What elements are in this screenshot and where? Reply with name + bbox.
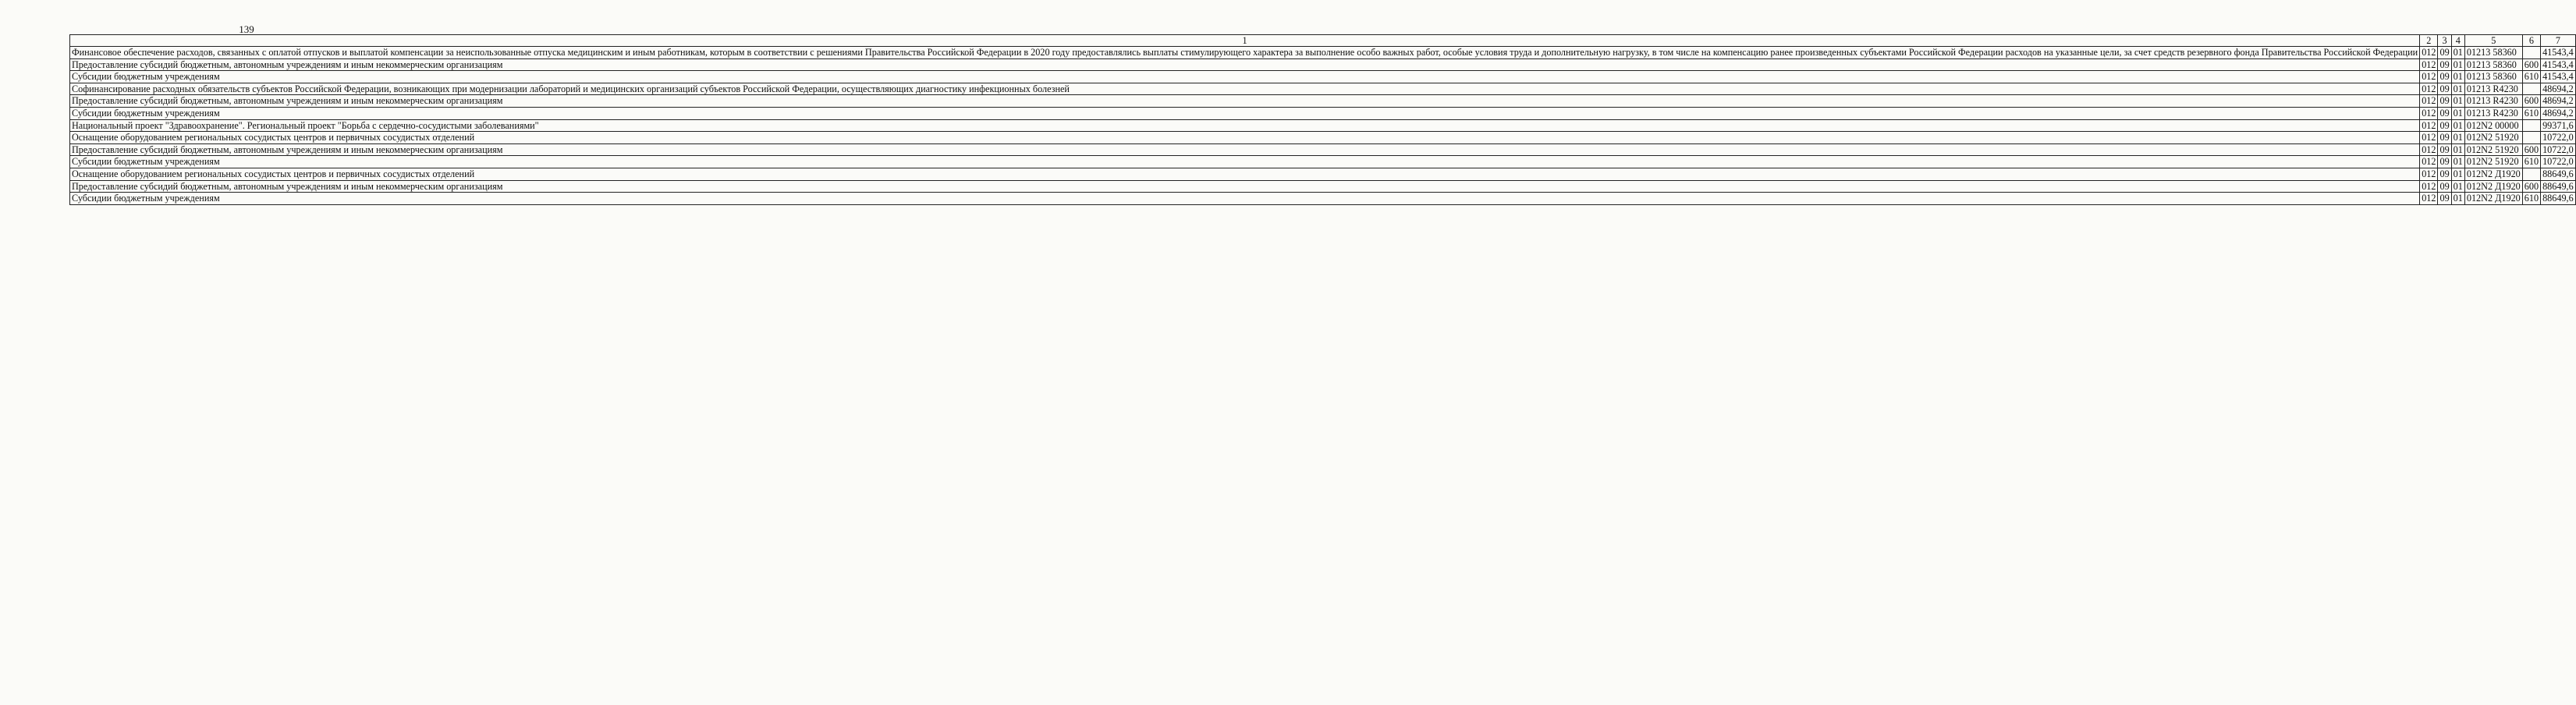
row-name: Предоставление субсидий бюджетным, автономным учреждениям и иным некоммерческим организациям — [70, 143, 2420, 156]
amount: 10722,0 — [2541, 132, 2576, 144]
ministry-code: 012 — [2420, 132, 2438, 144]
table-row — [70, 58, 2576, 71]
table-row — [70, 180, 2576, 193]
table-row — [70, 83, 2576, 95]
subsection-code: 01 — [2451, 107, 2464, 119]
amount: 41543,4 — [2541, 58, 2576, 71]
amount: 88649,6 — [2541, 168, 2576, 180]
amount: 41543,4 — [2541, 71, 2576, 83]
section-code: 09 — [2438, 132, 2451, 144]
row-name: Софинансирование расходных обязательств субъектов Российской Федерации, возникающих при модернизации лабораторий и медицинских организаций субъектов Российской Федерации, осуществляющих диагностику инфекционных болезней — [70, 83, 2420, 95]
amount: 88649,6 — [2541, 193, 2576, 205]
subsection-code: 01 — [2451, 95, 2464, 108]
target-article-code: 01213 R4230 — [2464, 95, 2522, 108]
section-code: 09 — [2438, 143, 2451, 156]
amount: 48694,2 — [2541, 107, 2576, 119]
target-article-code: 012N2 Д1920 — [2464, 168, 2522, 180]
ministry-code: 012 — [2420, 119, 2438, 132]
column-header: 3 — [2438, 35, 2451, 47]
subsection-code: 01 — [2451, 71, 2464, 83]
column-header: 1 — [70, 35, 2420, 47]
section-code: 09 — [2438, 71, 2451, 83]
section-code: 09 — [2438, 119, 2451, 132]
subsection-code: 01 — [2451, 180, 2464, 193]
expense-type-code — [2522, 132, 2540, 144]
target-article-code: 012N2 51920 — [2464, 132, 2522, 144]
table-row — [70, 95, 2576, 108]
amount: 48694,2 — [2541, 83, 2576, 95]
amount: 10722,0 — [2541, 143, 2576, 156]
ministry-code: 012 — [2420, 168, 2438, 180]
ministry-code: 012 — [2420, 83, 2438, 95]
target-article-code: 01213 58360 — [2464, 71, 2522, 83]
table-row — [70, 168, 2576, 180]
subsection-code: 01 — [2451, 168, 2464, 180]
subsection-code: 01 — [2451, 83, 2464, 95]
column-header: 4 — [2451, 35, 2464, 47]
target-article-code: 01213 R4230 — [2464, 107, 2522, 119]
ministry-code: 012 — [2420, 180, 2438, 193]
expense-type-code — [2522, 47, 2540, 59]
table-row — [70, 119, 2576, 132]
section-code: 09 — [2438, 95, 2451, 108]
section-code: 09 — [2438, 107, 2451, 119]
row-name: Оснащение оборудованием региональных сосудистых центров и первичных сосудистых отделений — [70, 168, 2420, 180]
ministry-code: 012 — [2420, 143, 2438, 156]
expense-type-code: 610 — [2522, 156, 2540, 168]
table-row — [70, 156, 2576, 168]
subsection-code: 01 — [2451, 132, 2464, 144]
amount: 48694,2 — [2541, 95, 2576, 108]
ministry-code: 012 — [2420, 95, 2438, 108]
target-article-code: 012N2 51920 — [2464, 143, 2522, 156]
target-article-code: 012N2 Д1920 — [2464, 193, 2522, 205]
target-article-code: 01213 R4230 — [2464, 83, 2522, 95]
expense-type-code: 600 — [2522, 58, 2540, 71]
page-number: 139 — [239, 23, 254, 35]
expense-type-code: 610 — [2522, 107, 2540, 119]
subsection-code: 01 — [2451, 143, 2464, 156]
table-row — [70, 107, 2576, 119]
expense-type-code: 600 — [2522, 95, 2540, 108]
expense-type-code — [2522, 83, 2540, 95]
expense-type-code: 610 — [2522, 71, 2540, 83]
column-header: 7 — [2541, 35, 2576, 47]
table-body — [70, 47, 2576, 205]
row-name: Предоставление субсидий бюджетным, автономным учреждениям и иным некоммерческим организациям — [70, 180, 2420, 193]
row-name: Финансовое обеспечение расходов, связанных с оплатой отпусков и выплатой компенсации за неиспользованные отпуска медицинским и иным работникам, которым в соответствии с решениями Правительства Российской Федерации в 2020 году предоставлялись выплаты стимулирующего характера за выполнение особо важных работ, особые условия труда и дополнительную нагрузку, в том числе на компенсацию ранее произведенных субъектами Российской Федерации расходов на указанные цели, за счет средств резервного фонда Правительства Российской Федерации — [70, 47, 2420, 59]
section-code: 09 — [2438, 156, 2451, 168]
amount: 10722,0 — [2541, 156, 2576, 168]
expense-type-code: 600 — [2522, 180, 2540, 193]
table-row — [70, 193, 2576, 205]
section-code: 09 — [2438, 180, 2451, 193]
row-name: Предоставление субсидий бюджетным, автономным учреждениям и иным некоммерческим организациям — [70, 58, 2420, 71]
target-article-code: 012N2 00000 — [2464, 119, 2522, 132]
expense-type-code: 600 — [2522, 143, 2540, 156]
ministry-code: 012 — [2420, 58, 2438, 71]
amount: 99371,6 — [2541, 119, 2576, 132]
column-header: 5 — [2464, 35, 2522, 47]
ministry-code: 012 — [2420, 107, 2438, 119]
section-code: 09 — [2438, 47, 2451, 59]
subsection-code: 01 — [2451, 119, 2464, 132]
ministry-code: 012 — [2420, 71, 2438, 83]
ministry-code: 012 — [2420, 156, 2438, 168]
amount: 88649,6 — [2541, 180, 2576, 193]
row-name: Субсидии бюджетным учреждениям — [70, 71, 2420, 83]
row-name: Субсидии бюджетным учреждениям — [70, 156, 2420, 168]
amount: 41543,4 — [2541, 47, 2576, 59]
budget-table — [69, 34, 2576, 205]
subsection-code: 01 — [2451, 156, 2464, 168]
column-header: 6 — [2522, 35, 2540, 47]
table-row — [70, 132, 2576, 144]
ministry-code: 012 — [2420, 47, 2438, 59]
target-article-code: 01213 58360 — [2464, 47, 2522, 59]
expense-type-code: 610 — [2522, 193, 2540, 205]
column-header: 2 — [2420, 35, 2438, 47]
expense-type-code — [2522, 168, 2540, 180]
target-article-code: 012N2 51920 — [2464, 156, 2522, 168]
subsection-code: 01 — [2451, 193, 2464, 205]
section-code: 09 — [2438, 168, 2451, 180]
row-name: Оснащение оборудованием региональных сосудистых центров и первичных сосудистых отделений — [70, 132, 2420, 144]
section-code: 09 — [2438, 193, 2451, 205]
row-name: Национальный проект "Здравоохранение". Региональный проект "Борьба с сердечно-сосудистыми заболеваниями" — [70, 119, 2420, 132]
row-name: Субсидии бюджетным учреждениям — [70, 193, 2420, 205]
section-code: 09 — [2438, 58, 2451, 71]
section-code: 09 — [2438, 83, 2451, 95]
ministry-code: 012 — [2420, 193, 2438, 205]
table-row — [70, 71, 2576, 83]
subsection-code: 01 — [2451, 47, 2464, 59]
target-article-code: 01213 58360 — [2464, 58, 2522, 71]
expense-type-code — [2522, 119, 2540, 132]
row-name: Субсидии бюджетным учреждениям — [70, 107, 2420, 119]
row-name: Предоставление субсидий бюджетным, автономным учреждениям и иным некоммерческим организациям — [70, 95, 2420, 108]
subsection-code: 01 — [2451, 58, 2464, 71]
table-row — [70, 143, 2576, 156]
target-article-code: 012N2 Д1920 — [2464, 180, 2522, 193]
header-row — [70, 35, 2576, 47]
table-row — [70, 47, 2576, 59]
